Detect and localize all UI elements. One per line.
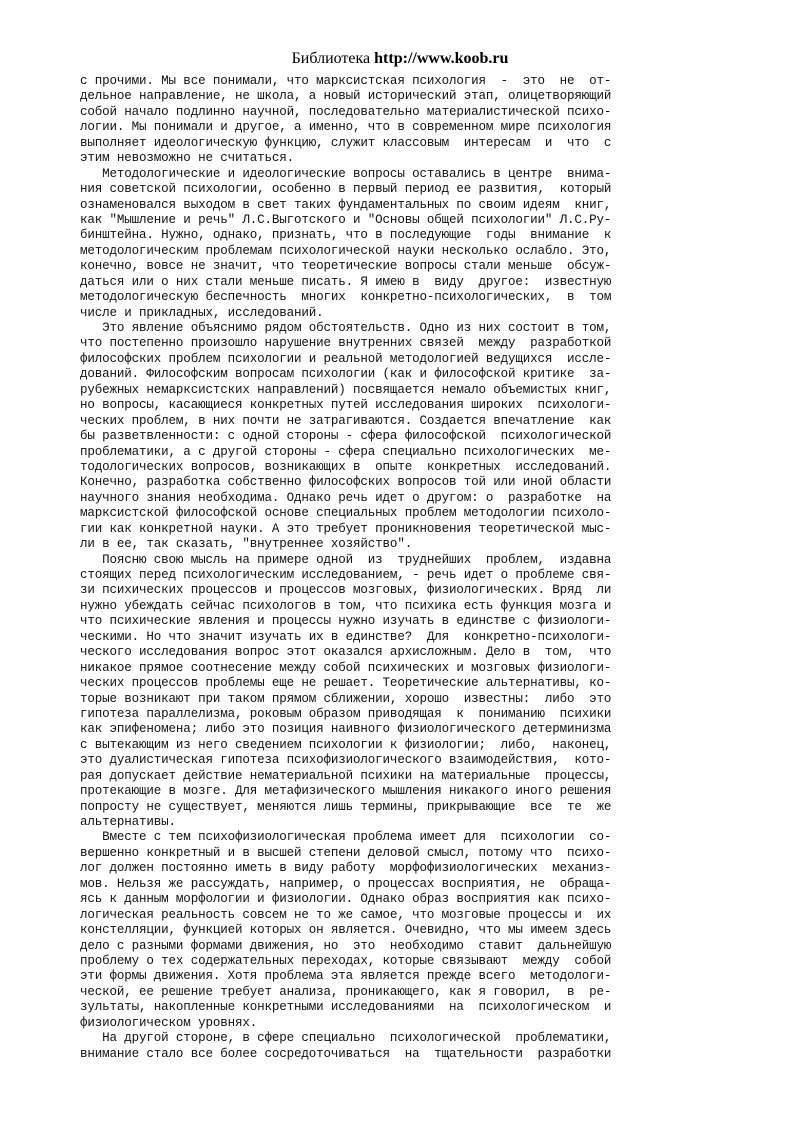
text-line: как "Мышление и речь" Л.С.Выготского и "Основы общей психологии" Л.С.Ру-: [80, 212, 612, 227]
text-line: методологическим проблемам психологической науки несколько ослабло. Это,: [80, 243, 612, 258]
text-line: научного знания необходима. Однако речь идет о другом: о разработке на: [80, 490, 612, 505]
text-line: марксистской философской основе специальных проблем методологии психоло-: [80, 506, 612, 521]
text-line: стоящих перед психологическим исследованием, - речь идет о проблеме свя-: [80, 568, 612, 582]
header-site-link[interactable]: http://www.koob.ru: [374, 50, 509, 67]
text-line: констелляции, функцией которых он является. Очевидно, что мы имеем здесь: [80, 923, 612, 938]
text-line: зультаты, накопленные конкретными исследованиями на психологическом и: [80, 1000, 612, 1015]
text-line: лог должен постоянно иметь в виду работу морфофизиологических механиз-: [80, 861, 612, 876]
text-line: числе и прикладных, исследований.: [80, 305, 324, 320]
text-line: что психические явления и процессы нужно изучать в единстве с физиологи-: [80, 614, 612, 629]
text-line: бинштейна. Нужно, однако, признать, что в последующие годы внимание к: [80, 228, 612, 243]
text-line: рубежных немарксистских направлений) посвящается немало объемистых книг,: [80, 382, 612, 397]
text-line: ческих проблем, в них почти не затрагиваются. Создается впечатление как: [80, 413, 612, 428]
text-line: эти формы движения. Хотя проблема эта является прежде всего методологи-: [80, 969, 612, 984]
text-line: дело с разными формами движения, но это необходимо ставит дальнейшую: [80, 938, 612, 953]
text-line: бы разветвленности: с одной стороны - сфера философской психологической: [80, 429, 612, 444]
text-line: это дуалистическая гипотеза психофизиологического взаимодействия, кото-: [80, 753, 612, 768]
text-line: даться или о них стали меньше писать. Я имею в виду другое: известную: [80, 274, 612, 289]
text-line: ознаменовался выходом в свет таких фундаментальных по своим идеям книг,: [80, 197, 612, 212]
text-line: ческими. Но что значит изучать их в единстве? Для конкретно-психологи-: [80, 629, 612, 644]
text-line: ческих процессов проблемы еще не решает. Теоретические альтернативы, ко-: [80, 676, 612, 691]
page-body-text: [80, 74, 740, 1062]
text-line: ческой, ее решение требует анализа, проникающего, как я говорил, в ре-: [80, 984, 612, 999]
text-line: выполняет идеологическую функцию, служит классовым интересам и что с: [80, 135, 612, 150]
text-line: конечно, вовсе не значит, что теоретические вопросы стали меньше обсуж-: [80, 259, 612, 274]
text-line: Это явление объяснимо рядом обстоятельств. Одно из них состоит в том,: [80, 321, 612, 335]
text-line: дельное направление, не школа, а новый исторический этап, олицетворяющий: [80, 89, 612, 104]
text-line: попросту не существует, меняются лишь термины, прикрывающие все те же: [80, 799, 612, 814]
text-line: гии как конкретной науки. А это требует проникновения теоретической мыс-: [80, 521, 612, 536]
text-line: Методологические и идеологические вопросы оставались в центре внима-: [80, 166, 612, 181]
header-library-label: Библиотека: [291, 50, 375, 67]
text-line: протекающие в мозге. Для метафизического мышления никакого иного решения: [80, 784, 612, 799]
text-line: мов. Нельзя же рассуждать, например, о процессах восприятия, не обраща-: [80, 876, 612, 891]
text-line: философских проблем психологии и реальной методологией ведущихся иссле-: [80, 351, 612, 366]
text-line: Вместе с тем психофизиологическая проблема имеет для психологии со-: [80, 830, 612, 845]
text-line: гипотеза параллелизма, роковым образом приводящая к пониманию психики: [80, 706, 612, 721]
text-line: проблематики, а с другой стороны - сфера специально психологических ме-: [80, 444, 612, 459]
text-line: дований. Философским вопросам психологии (как и философской критике за-: [80, 367, 612, 382]
text-line: но вопросы, касающиеся конкретных путей исследования широких психологи-: [80, 398, 612, 413]
text-line: ческого исследования вопрос этот оказался архисложным. Дело в том, что: [80, 645, 612, 660]
text-line: логии. Мы понимали и другое, а именно, что в современном мире психология: [80, 120, 612, 135]
text-line: с вытекающим из него сведением психологии к физиологии; либо, наконец,: [80, 737, 612, 752]
text-line: тодологических вопросов, возникающих в опыте конкретных исследований.: [80, 459, 612, 474]
text-line: ния советской психологии, особенно в первый период ее развития, который: [80, 182, 612, 197]
text-line: торые возникают при таком прямом сближении, хорошо известны: либо это: [80, 691, 612, 706]
text-line: физиологическом уровнях.: [80, 1015, 258, 1030]
text-line: нужно убеждать сейчас психологов в том, что психика есть функция мозга и: [80, 598, 612, 613]
text-line: Поясню свою мысль на примере одной из труднейших проблем, издавна: [80, 552, 612, 567]
text-line: логическая реальность совсем не то же самое, что мозговые процессы и их: [80, 907, 612, 922]
text-line: зи психических процессов и процессов мозговых, физиологических. Вряд ли: [80, 583, 612, 598]
text-line: как эпифеномена; либо это позиция наивного физиологического детерминизма: [80, 722, 612, 737]
text-line: проблему о тех содержательных переходах, которые связывают между собой: [80, 953, 612, 968]
text-line: ли в ее, так сказать, "внутреннее хозяйство".: [80, 537, 413, 552]
text-line: Конечно, разработка собственно философских вопросов той или иной области: [80, 475, 612, 490]
text-line: ясь к данным морфологии и физиологии. Однако образ восприятия как психо-: [80, 892, 612, 907]
text-line: этим невозможно не считаться.: [80, 151, 295, 166]
text-line: На другой стороне, в сфере специально психологической проблематики,: [80, 1031, 612, 1046]
text-line: альтернативы.: [80, 815, 176, 829]
text-line: собой начало подлинно научной, последовательно материалистической психо-: [80, 104, 612, 119]
page-header: [0, 50, 800, 68]
text-line: рая допускает действие нематериальной психики на материальные процессы,: [80, 768, 612, 783]
text-line: никакое прямое соотнесение между собой психических и мозговых физиологи-: [80, 660, 612, 675]
text-line: с прочими. Мы все понимали, что марксистская психология - это не от-: [80, 74, 612, 88]
text-line: вершенно конкретный и в высшей степени деловой смысл, потому что психо-: [80, 845, 612, 860]
text-line: внимание стало все более сосредоточиваться на тщательности разработки: [80, 1046, 612, 1061]
text-line: методологическую беспечность многих конкретно-психологических, в том: [80, 290, 612, 305]
text-line: что постепенно произошло нарушение внутренних связей между разработкой: [80, 336, 612, 351]
